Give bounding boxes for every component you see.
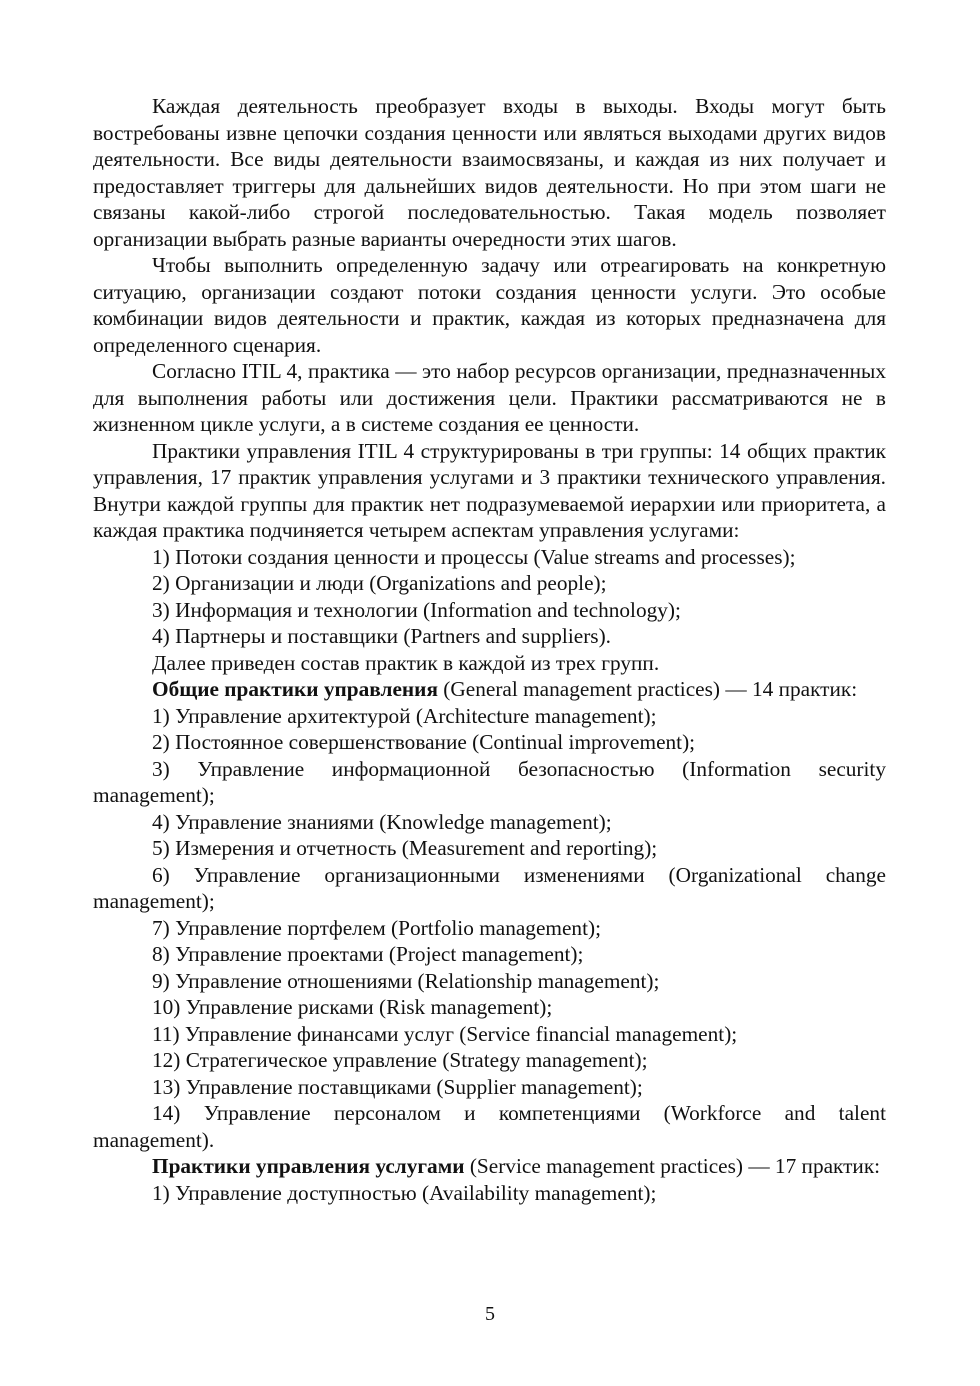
general-practices-heading — [93, 676, 886, 703]
general-practices-subtitle: (General management practices) — 14 практик: — [437, 677, 858, 701]
general-practice-item: 2) Постоянное совершенствование (Continual improvement); — [152, 730, 696, 754]
general-practice-item: 8) Управление проектами (Project management); — [152, 942, 584, 966]
general-practice-item: 3) Управление информационной безопасностью (Information security management); — [93, 756, 886, 807]
general-practice-item: 6) Управление организационными изменениями (Organizational change management); — [93, 862, 886, 913]
paragraph-value-streams: Чтобы выполнить определенную задачу или отреагировать на конкретную ситуацию, организации создают потоки создания ценности услуги. Это особые комбинации видов деятельности и практик, каждая из которых предназначена для определенного сценария. — [93, 253, 886, 357]
general-practice-item: 14) Управление персоналом и компетенциями (Workforce and talent management). — [93, 1101, 886, 1152]
paragraph-activities: Каждая деятельность преобразует входы в выходы. Входы могут быть востребованы извне цепочки создания ценности или являться выходами других видов деятельности. Все виды деятельности взаимосвязаны, и каждая из них получает и предоставляет триггеры для дальнейших видов деятельности. Но при этом шаги не связаны какой-либо строгой последовательностью. Такая модель позволяет организации выбрать разные варианты очередности этих шагов. — [93, 94, 886, 251]
general-practice-item: 7) Управление портфелем (Portfolio management); — [152, 915, 602, 940]
paragraph-practice-definition: Согласно ITIL 4, практика — это набор ресурсов организации, предназначенных для выполнения работы или достижения цели. Практики рассматриваются не в жизненном цикле услуги, а в системе создания ее ценности. — [93, 359, 886, 436]
aspect-item-3: 3) Информация и технологии (Information and technology); — [152, 597, 681, 622]
general-practices-title: Общие практики управления — [152, 677, 438, 701]
general-practice-item: 10) Управление рисками (Risk management); — [152, 995, 553, 1019]
paragraph-practice-groups: Практики управления ITIL 4 структурированы в три группы: 14 общих практик управления, 17 практик управления услугами и 3 практики технического управления. Внутри каждой группы для практик нет подразумеваемой иерархии или приоритета, а каждая практика подчиняется четырем аспектам управления услугами: — [93, 438, 886, 542]
document-page — [93, 93, 886, 1206]
service-practice-item: 1) Управление доступностью (Availability management); — [152, 1180, 657, 1205]
general-practice-item: 5) Измерения и отчетность (Measurement and reporting); — [152, 836, 658, 860]
service-practices-title: Практики управления услугами — [152, 1154, 465, 1178]
general-practice-item: 9) Управление отношениями (Relationship management); — [152, 968, 660, 993]
general-practice-item: 11) Управление финансами услуг (Service financial management); — [152, 1021, 738, 1046]
page-number: 5 — [485, 1303, 495, 1325]
general-practice-item: 13) Управление поставщиками (Supplier management); — [152, 1074, 643, 1099]
general-practice-item: 4) Управление знаниями (Knowledge management); — [152, 809, 612, 834]
service-practices-subtitle: (Service management practices) — 17 практик: — [464, 1154, 881, 1178]
general-practice-item: 1) Управление архитектурой (Architecture management); — [152, 703, 657, 728]
aspect-item-2: 2) Организации и люди (Organizations and people); — [152, 571, 607, 595]
groups-intro: Далее приведен состав практик в каждой из трех групп. — [152, 650, 660, 675]
general-practice-item: 12) Стратегическое управление (Strategy management); — [152, 1048, 648, 1072]
service-practices-heading — [93, 1153, 886, 1180]
aspect-item-4: 4) Партнеры и поставщики (Partners and suppliers). — [152, 624, 611, 648]
aspect-item-1: 1) Потоки создания ценности и процессы (Value streams and processes); — [152, 544, 796, 569]
